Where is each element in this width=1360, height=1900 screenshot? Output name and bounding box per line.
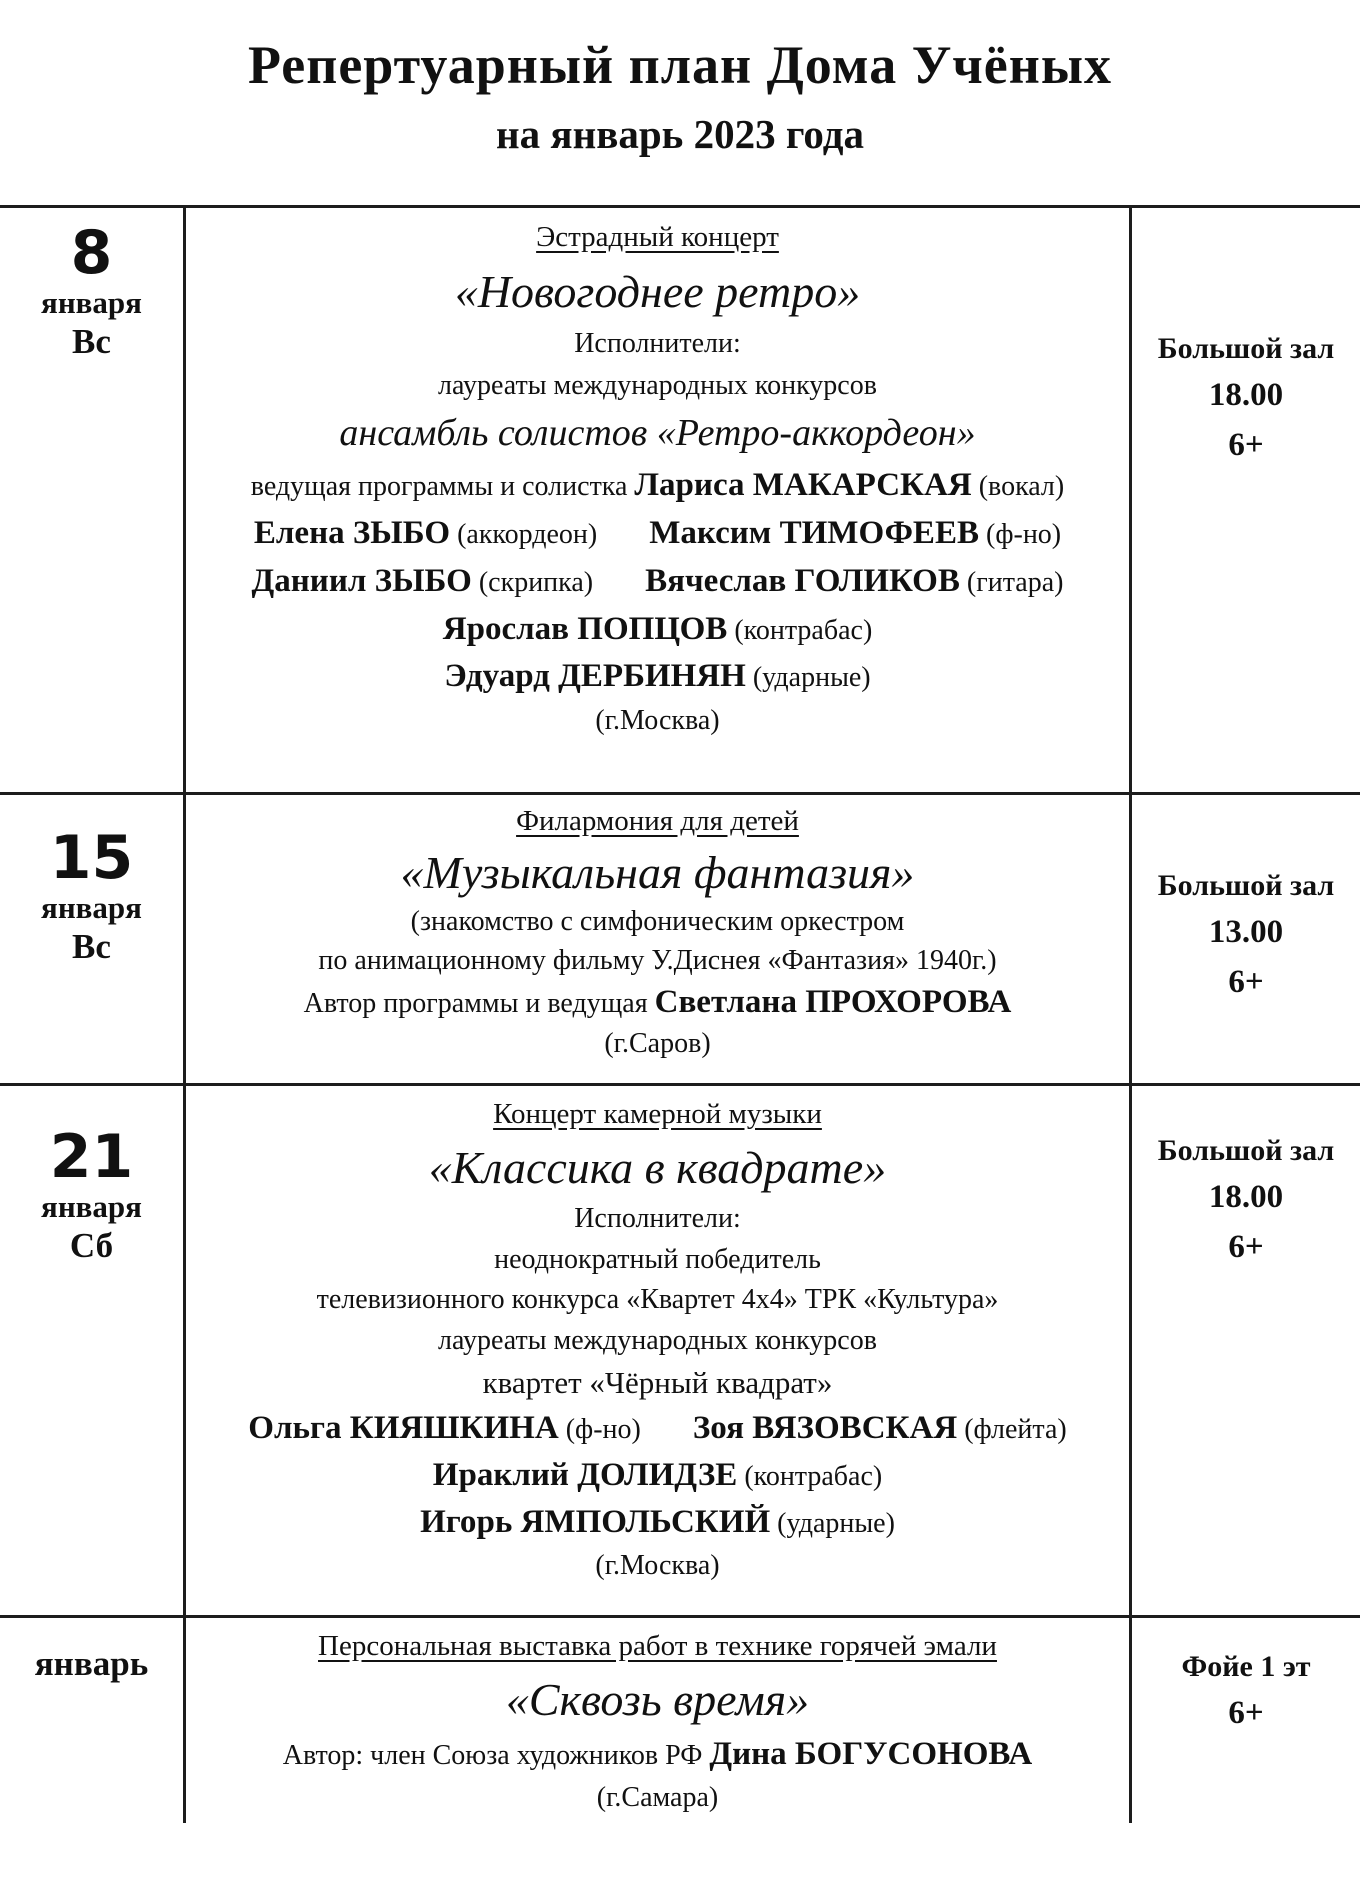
text-segment: Автор программы и ведущая xyxy=(303,988,655,1020)
event-text-line xyxy=(204,1780,1111,1816)
event-text-line xyxy=(204,655,1111,698)
venue-hall: Большой зал xyxy=(1157,1134,1335,1167)
event-month: января xyxy=(41,890,142,925)
text-segment: Автор: член Союза художников РФ xyxy=(282,1740,710,1772)
performer-name: Елена ЗЫБО xyxy=(253,514,451,551)
event-text-line xyxy=(204,368,1111,404)
performer-name: Вячеслав ГОЛИКОВ xyxy=(645,562,960,599)
venue-age-rating: 6+ xyxy=(1228,1228,1264,1265)
performer-name: Ярослав ПОПЦОВ xyxy=(442,610,728,647)
event-month: января xyxy=(41,285,142,320)
performer-name: Дина БОГУСОНОВА xyxy=(709,1736,1033,1773)
venue-age-rating: 6+ xyxy=(1228,963,1264,1000)
text-segment: (гитара) xyxy=(959,566,1064,598)
event-text-line xyxy=(204,1323,1111,1359)
event-date-cell xyxy=(0,795,186,1083)
event-weekday: Сб xyxy=(69,1225,114,1265)
venue-hall: Большой зал xyxy=(1157,869,1335,902)
event-text-line xyxy=(204,843,1111,903)
text-segment: «Сквозь время» xyxy=(505,1673,810,1725)
performer-name: Светлана ПРОХОРОВА xyxy=(654,984,1012,1021)
text-segment: Концерт камерной музыки xyxy=(493,1098,822,1130)
text-segment: (ударные) xyxy=(770,1508,895,1540)
text-segment: Персональная выставка работ в технике горячей эмали xyxy=(318,1630,997,1662)
poster-header xyxy=(0,0,1360,158)
event-venue-cell xyxy=(1132,1086,1360,1615)
text-segment: неоднократный победитель xyxy=(494,1243,821,1275)
event-text-line xyxy=(204,1026,1111,1062)
event-day: 8 xyxy=(70,218,113,288)
event-text-line xyxy=(204,1138,1111,1198)
performer-name: Даниил ЗЫБО xyxy=(251,562,472,599)
event-text-line xyxy=(204,326,1111,362)
event-venue-cell xyxy=(1132,795,1360,1083)
text-segment: ансамбль солистов «Ретро-аккордеон» xyxy=(339,412,976,455)
text-segment: Исполнители: xyxy=(574,328,741,360)
event-text-line xyxy=(204,1733,1111,1776)
event-venue-cell xyxy=(1132,208,1360,792)
venue-hall: Большой зал xyxy=(1157,332,1335,365)
event-date-cell xyxy=(0,1086,186,1615)
event-row xyxy=(0,792,1360,1083)
event-text-line xyxy=(204,904,1111,940)
text-segment: (г.Саров) xyxy=(604,1028,711,1060)
text-segment: «Классика в квадрате» xyxy=(428,1141,887,1193)
text-segment: (г.Самара) xyxy=(596,1782,719,1814)
text-segment: ведущая программы и солистка xyxy=(250,470,635,502)
event-text-line xyxy=(204,1407,1111,1450)
performer-name: Ираклий ДОЛИДЗЕ xyxy=(432,1457,738,1494)
event-month: январь xyxy=(34,1644,149,1683)
event-text-line xyxy=(204,1670,1111,1730)
performer-name: Эдуард ДЕРБИНЯН xyxy=(444,658,746,695)
poster-subtitle: на январь 2023 года xyxy=(496,111,864,157)
text-segment: телевизионного конкурса «Квартет 4х4» ТРК «Культура» xyxy=(316,1284,999,1316)
venue-hall: Фойе 1 эт xyxy=(1181,1650,1311,1683)
text-segment: квартет «Чёрный квадрат» xyxy=(482,1365,833,1401)
event-weekday: Вс xyxy=(72,926,111,966)
venue-time: 18.00 xyxy=(1208,377,1284,413)
text-segment: (контрабас) xyxy=(737,1461,883,1493)
text-segment: (ф-но) xyxy=(558,1414,641,1446)
event-text-line xyxy=(204,1501,1111,1544)
event-description-cell xyxy=(186,795,1132,1083)
event-text-line xyxy=(204,803,1111,841)
event-text-line xyxy=(204,219,1111,257)
venue-time: 13.00 xyxy=(1208,914,1284,950)
event-day: 21 xyxy=(49,1122,134,1192)
event-description-cell xyxy=(186,208,1132,792)
text-segment: Эстрадный концерт xyxy=(536,221,779,253)
event-row xyxy=(0,205,1360,792)
event-text-line xyxy=(204,262,1111,322)
text-segment: (ударные) xyxy=(745,662,871,694)
poster-title: Репертуарный план Дома Учёных xyxy=(247,35,1113,95)
text-segment: «Музыкальная фантазия» xyxy=(400,846,915,898)
event-date-cell xyxy=(0,208,186,792)
text-segment: лауреаты международных конкурсов xyxy=(438,1324,877,1356)
event-day: 15 xyxy=(49,823,134,893)
event-row xyxy=(0,1083,1360,1615)
event-text-line xyxy=(204,512,1111,555)
text-segment: (знакомство с симфоническим оркестром xyxy=(410,906,905,938)
event-text-line xyxy=(204,1242,1111,1278)
text-segment: (флейта) xyxy=(957,1414,1067,1446)
text-segment: (ф-но) xyxy=(979,518,1062,550)
event-text-line xyxy=(204,464,1111,507)
event-month: января xyxy=(41,1189,142,1224)
text-segment: Исполнители: xyxy=(574,1203,741,1235)
performer-name: Зоя ВЯЗОВСКАЯ xyxy=(692,1410,958,1447)
schedule-table xyxy=(0,205,1360,1823)
event-text-line xyxy=(204,1548,1111,1584)
event-text-line xyxy=(204,703,1111,739)
text-segment: (г.Москва) xyxy=(595,1550,720,1582)
text-segment: (вокал) xyxy=(971,470,1065,502)
performer-name: Максим ТИМОФЕЕВ xyxy=(649,514,980,551)
text-segment: (контрабас) xyxy=(727,614,873,646)
event-text-line xyxy=(204,1201,1111,1237)
text-segment: лауреаты международных конкурсов xyxy=(438,369,877,401)
text-segment: по анимационному фильму У.Диснея «Фантазия» 1940г.) xyxy=(318,944,997,976)
text-segment: Филармония для детей xyxy=(516,805,799,837)
event-text-line xyxy=(204,1282,1111,1318)
event-weekday: Вс xyxy=(72,321,111,361)
event-description-cell xyxy=(186,1618,1132,1823)
venue-age-rating: 6+ xyxy=(1228,426,1264,463)
text-segment: «Новогоднее ретро» xyxy=(454,265,861,317)
event-text-line xyxy=(204,409,1111,458)
venue-age-rating: 6+ xyxy=(1228,1695,1264,1731)
text-segment: (аккордеон) xyxy=(450,518,598,550)
event-text-line xyxy=(204,981,1111,1024)
text-segment: (скрипка) xyxy=(471,566,594,598)
event-description-cell xyxy=(186,1086,1132,1615)
performer-name: Игорь ЯМПОЛЬСКИЙ xyxy=(420,1504,771,1541)
event-text-line xyxy=(204,1454,1111,1497)
venue-time: 18.00 xyxy=(1208,1179,1284,1215)
event-venue-cell xyxy=(1132,1618,1360,1823)
text-segment: (г.Москва) xyxy=(595,705,720,737)
event-row xyxy=(0,1615,1360,1823)
event-text-line xyxy=(204,1628,1111,1666)
event-text-line xyxy=(204,560,1111,603)
event-text-line xyxy=(204,1363,1111,1403)
event-text-line xyxy=(204,1096,1111,1134)
performer-name: Ольга КИЯШКИНА xyxy=(248,1410,559,1447)
event-text-line xyxy=(204,943,1111,979)
performer-name: Лариса МАКАРСКАЯ xyxy=(634,466,972,503)
event-text-line xyxy=(204,608,1111,651)
event-date-cell xyxy=(0,1618,186,1823)
